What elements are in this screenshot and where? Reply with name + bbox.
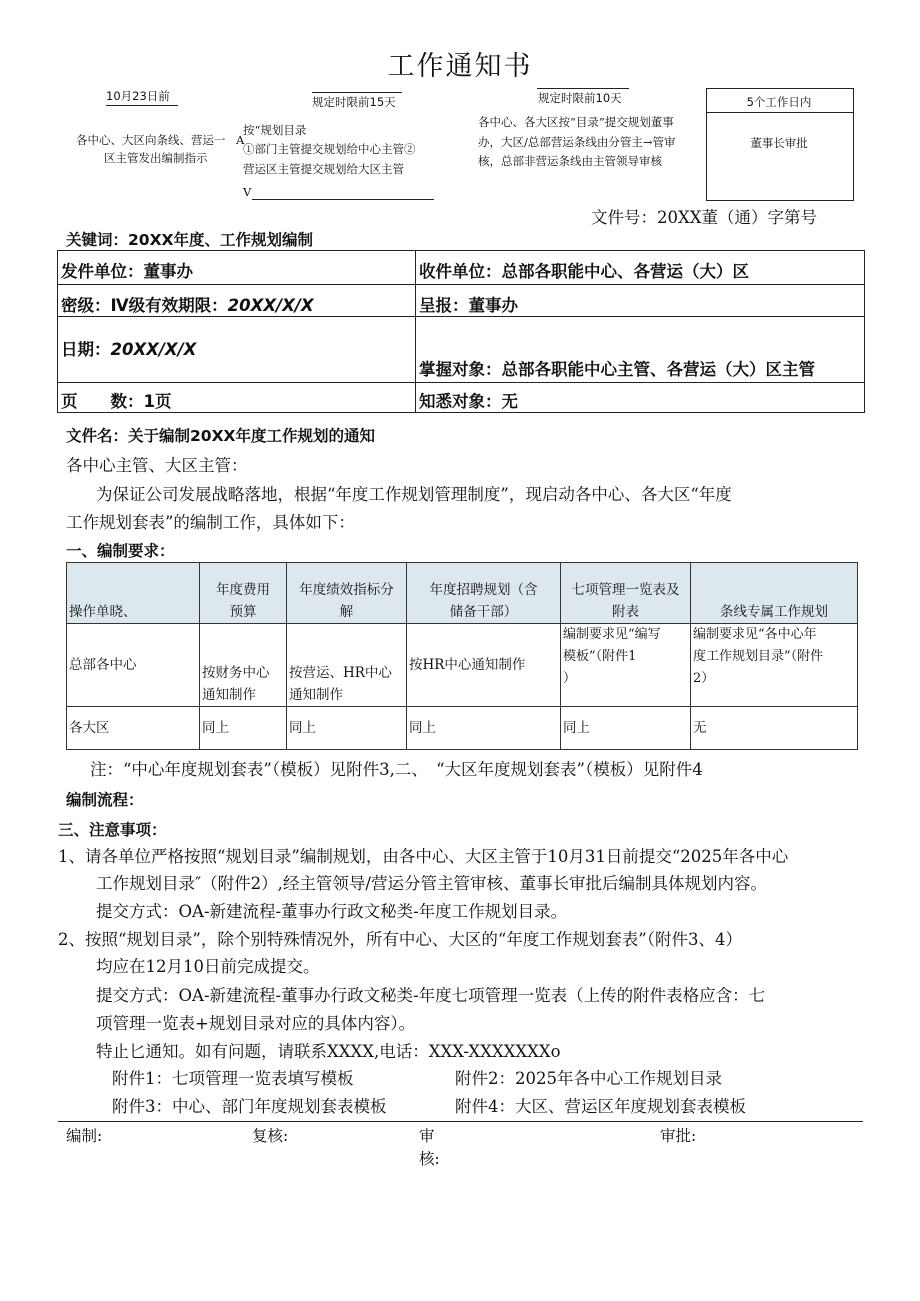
closing-contact: 特止匕通知。如有问题，请联系XXXX,电话：XXX-XXXXXXXo bbox=[96, 1042, 561, 1061]
table-cell: 编制要求见“各中心年 度工作规划目录”（附件 2） bbox=[691, 624, 858, 707]
attachment-2: 附件2：2025年各中心工作规划目录 bbox=[455, 1069, 722, 1088]
flow-step4-deadline: 5个工作日内 bbox=[746, 95, 812, 109]
attachment-1: 附件1：七项管理一览表填写模板 bbox=[112, 1069, 354, 1088]
keywords: 关键词：20XX年度、工作规划编制 bbox=[66, 231, 313, 249]
table-note: 注：“中心年度规划套表”（模板）见附件3,二、 “大区年度规划套表”（模板）见附件4 bbox=[90, 760, 703, 779]
flow-step2-line bbox=[312, 92, 402, 93]
table-row bbox=[67, 624, 858, 707]
issue-date-value: 20XX/X/X bbox=[110, 340, 197, 359]
issue-date bbox=[61, 336, 196, 360]
table-cell: 无 bbox=[691, 707, 858, 750]
section-requirements: 一、编制要求： bbox=[66, 542, 175, 560]
signoff-review-line1: 审 bbox=[419, 1127, 435, 1145]
signoff-compile: 编制: bbox=[66, 1127, 103, 1145]
flow-step2-deadline: 规定时限前15天 bbox=[312, 95, 396, 109]
table-cell: 同上 bbox=[200, 707, 287, 750]
flow-step3-line bbox=[537, 88, 629, 89]
flow-step3-deadline: 规定时限前10天 bbox=[538, 91, 622, 105]
table-header-cell: 操作单晓、 bbox=[67, 563, 200, 624]
table-cell: 按HR中心通知制作 bbox=[407, 624, 561, 707]
signoff-recheck: 复核: bbox=[252, 1127, 289, 1145]
section-process: 编制流程： bbox=[66, 791, 144, 809]
flow-step1-deadline: 10月23日前 bbox=[106, 88, 178, 106]
intro-line1: 为保证公司发展战略落地，根据“年度工作规划管理制度”，现启动各中心、各大区“年度 bbox=[96, 485, 732, 504]
flow-step1-desc-line1: 各中心、大区向条线、营运一 bbox=[76, 133, 226, 147]
secret-level bbox=[61, 292, 314, 316]
table-cell: 同上 bbox=[407, 707, 561, 750]
table-cell: 总部各中心 bbox=[67, 624, 200, 707]
flow-step2-desc-line1: 按“规划目录 bbox=[243, 123, 307, 137]
report-to: 呈报：董事办 bbox=[419, 296, 518, 315]
valid-until-value: 20XX/X/X bbox=[227, 296, 314, 315]
info-grid-vline bbox=[415, 250, 416, 412]
flow-step2-desc-line2: ①部门主管提交规划给中心主管② bbox=[243, 142, 416, 156]
signoff-divider bbox=[58, 1121, 863, 1122]
notes-item2-line1: 2、按照“规划目录”，除个别特殊情况外，所有中心、大区的“年度工作规划套表”（附件3、4） bbox=[58, 930, 742, 949]
notes-item2-line2: 均应在12月10日前完成提交。 bbox=[96, 957, 320, 976]
table-cell: 同上 bbox=[561, 707, 691, 750]
table-cell: 按营运、HR中心 通知制作 bbox=[287, 624, 407, 707]
table-cell: 同上 bbox=[287, 707, 407, 750]
flow-arrow-mark: A bbox=[236, 133, 245, 147]
section-notes: 三、注意事项： bbox=[58, 821, 167, 839]
flow-step3-desc-line1: 各中心、各大区按“目录”提交规划董事 bbox=[478, 115, 674, 129]
table-header-row bbox=[67, 563, 858, 624]
notes-item1-line2: 工作规划目录″（附件2）,经主管领导/营运分管主管审核、董事长审批后编制具体规划内容。 bbox=[96, 874, 767, 893]
document-number: 文件号：20XX董（通）字第号 bbox=[591, 208, 817, 227]
table-header-cell: 七项管理一览表及 附表 bbox=[561, 563, 691, 624]
page-title: 工作通知书 bbox=[387, 51, 533, 82]
info-grid-hline bbox=[57, 382, 864, 383]
signoff-approve: 审批: bbox=[660, 1127, 697, 1145]
greeting: 各中心主管、大区主管： bbox=[66, 456, 248, 475]
issue-date-label: 日期： bbox=[61, 340, 111, 359]
signoff-review-line2: 核: bbox=[419, 1150, 440, 1168]
attachment-4: 附件4：大区、营运区年度规划套表模板 bbox=[455, 1097, 746, 1116]
flow-step2-mark: V bbox=[243, 185, 252, 199]
attachment-3: 附件3：中心、部门年度规划套表模板 bbox=[112, 1097, 387, 1116]
notes-item1-line1: 1、请各单位严格按照“规划目录”编制规划，由各中心、大区主管于10月31日前提交“2025年各中心 bbox=[58, 847, 789, 866]
table-cell: 各大区 bbox=[67, 707, 200, 750]
intro-line2: 工作规划套表”的编制工作，具体如下： bbox=[66, 513, 355, 532]
table-row bbox=[67, 707, 858, 750]
table-header-cell: 年度费用 预算 bbox=[200, 563, 287, 624]
table-header-cell: 年度招聘规划（含 储备干部） bbox=[407, 563, 561, 624]
notes-item2-line4: 项管理一览表+规划目录对应的具体内容）。 bbox=[96, 1014, 416, 1033]
info-grid-hline bbox=[57, 316, 864, 317]
flow-step4-divider bbox=[706, 112, 853, 113]
flow-step4-desc: 董事长审批 bbox=[750, 136, 808, 150]
receiver-unit: 收件单位：总部各职能中心、各营运（大）区 bbox=[419, 262, 749, 281]
table-cell: 编制要求见“编写 模板”（附件1 ） bbox=[561, 624, 691, 707]
table-header-cell: 年度绩效指标分 解 bbox=[287, 563, 407, 624]
flow-step3-desc-line2: 办，大区/总部营运条线由分管主→管审 bbox=[478, 135, 676, 149]
file-name: 文件名：关于编制20XX年度工作规划的通知 bbox=[66, 427, 375, 445]
sender-unit: 发件单位：董事办 bbox=[61, 262, 193, 281]
flow-step3-desc-line3: 核，总部非营运条线由主管领导审核 bbox=[478, 154, 662, 168]
flow-step2-desc-line3: 营运区主管提交规划给大区主管 bbox=[243, 162, 404, 176]
flow-step1-desc-line2: 区主管发出编制指示 bbox=[104, 151, 208, 165]
info-grid-hline bbox=[57, 284, 864, 285]
table-cell: 按财务中心 通知制作 bbox=[200, 624, 287, 707]
table-header-cell: 条线专属工作规划 bbox=[691, 563, 858, 624]
notes-item2-line3: 提交方式：OA-新建流程-董事办行政文秘类-年度七项管理一览表（上传的附件表格应含：七 bbox=[96, 986, 766, 1005]
page-count: 页 数：1页 bbox=[61, 392, 172, 411]
secret-level-label: 密级：Ⅳ级有效期限： bbox=[61, 296, 228, 315]
requirements-table bbox=[66, 562, 858, 750]
know-target: 知悉对象：无 bbox=[419, 392, 518, 411]
notes-item1-line3: 提交方式：OA-新建流程-董事办行政文秘类-年度工作规划目录。 bbox=[96, 902, 568, 921]
flow-step2-underline bbox=[252, 199, 434, 200]
grasp-target: 掌握对象：总部各职能中心主管、各营运（大）区主管 bbox=[419, 360, 815, 379]
